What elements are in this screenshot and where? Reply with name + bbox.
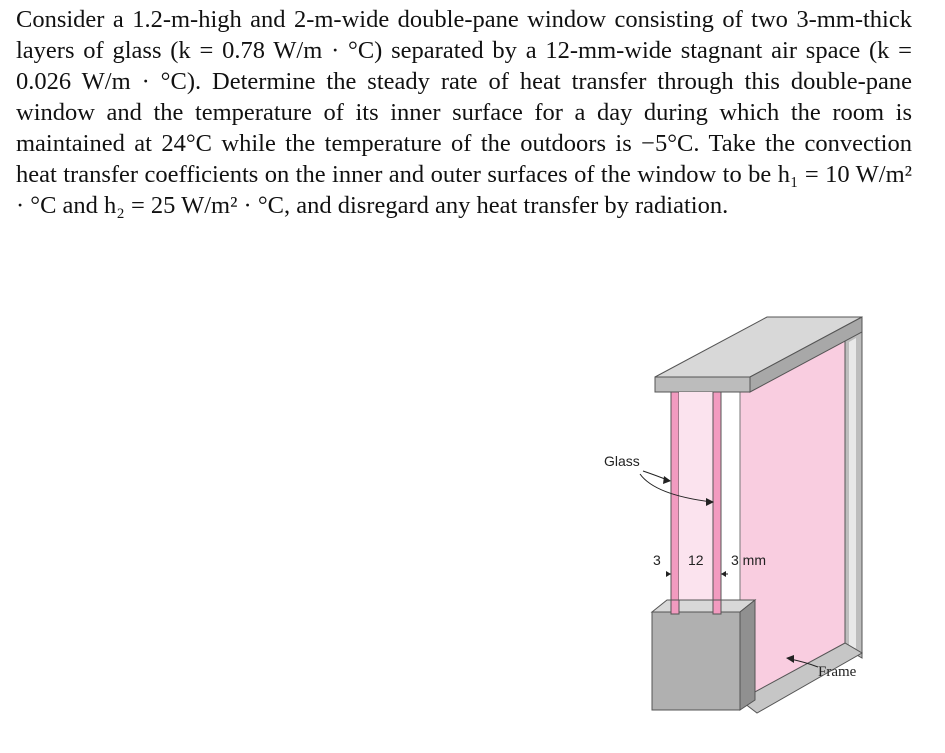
frame-label: Frame <box>818 664 857 680</box>
dim-glass-1: 3 <box>653 552 661 568</box>
dim-air-space: 12 <box>688 552 704 568</box>
frame-top-front <box>655 377 750 392</box>
glass-layer-1 <box>671 392 679 610</box>
dim-glass-2: 3 mm <box>731 552 766 568</box>
frame-bottom-block-top <box>652 600 755 612</box>
double-pane-window-figure <box>570 290 945 753</box>
frame-bottom-block-front <box>652 612 740 710</box>
problem-statement: Consider a 1.2-m-high and 2-m-wide double-pane window consisting of two 3-mm-thick layers of glass (k = 0.78 W/m · °C) separated by a 12-mm-wide stagnant air space (k = 0.026 W/m · °C). Determine the steady rate of heat transfer through this double-pane window and the temperature of its inner surface for a day during which the room is maintained at 24°C while the temperature of the outdoors is −5°C. Take the convection heat transfer coefficients on the inner and outer surfaces of the window to be h₁ = 10 W/m² · °C and h₂ = 25 W/m² · °C, and disregard any heat transfer by radiation. <box>16 6 912 219</box>
frame-bottom-block-side <box>740 600 755 710</box>
glass-label: Glass <box>604 453 640 469</box>
frame-right-post-face <box>849 338 856 652</box>
glass-layer-2 <box>713 392 721 610</box>
